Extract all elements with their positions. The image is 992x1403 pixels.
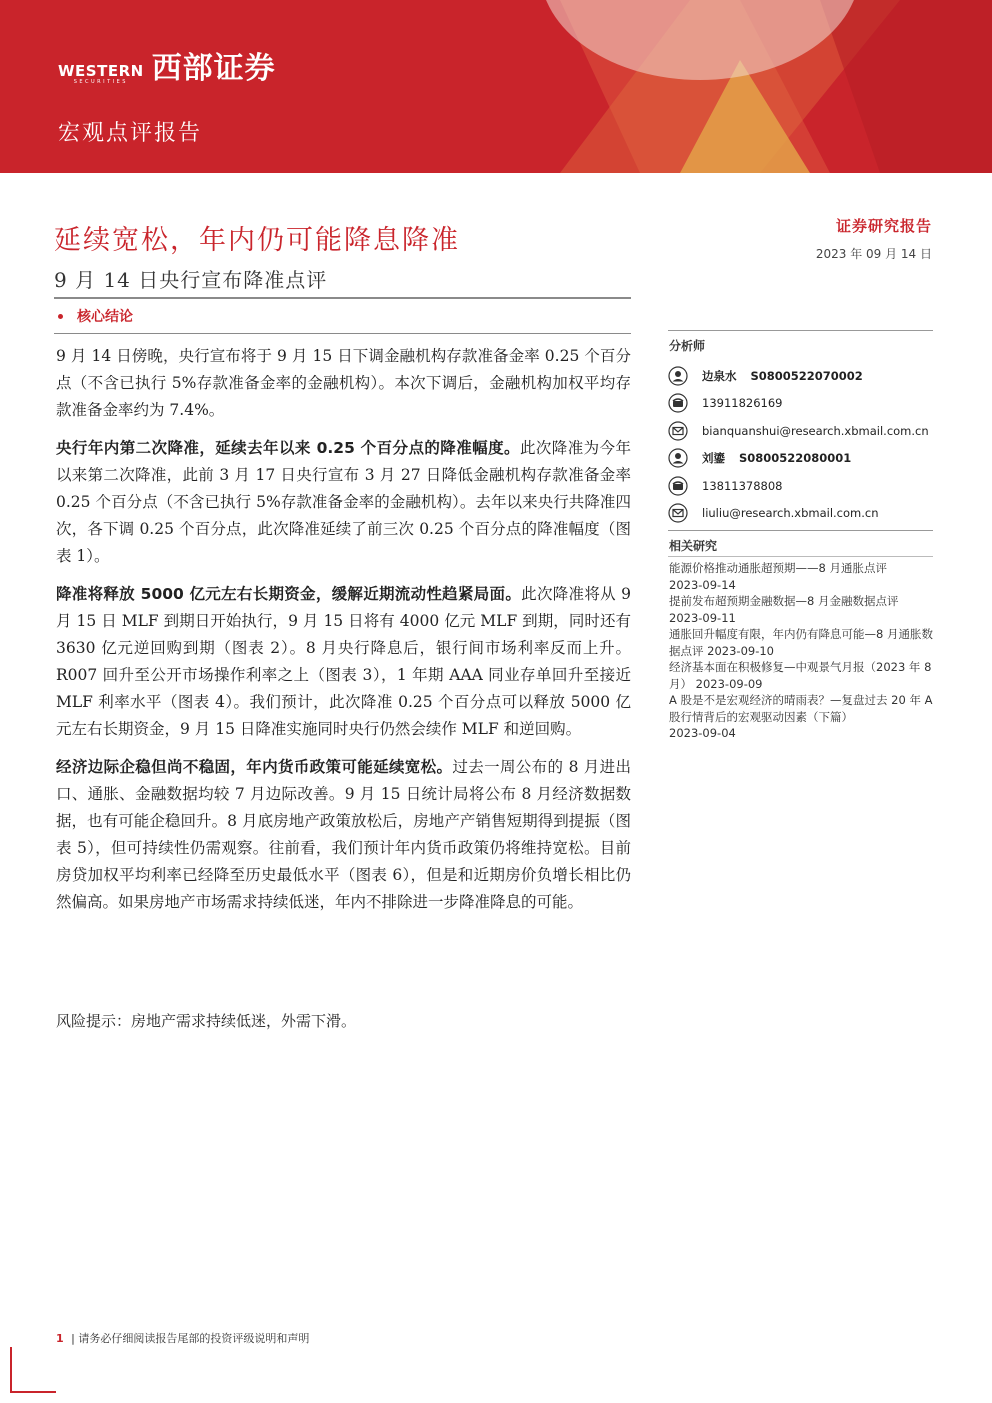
logo-chinese: 西部证券 [151,51,276,86]
corner-mark [10,1391,56,1393]
email-icon [668,503,688,523]
page-number: 1 [56,1332,64,1345]
related-date: 2023-09-11 [669,610,736,625]
logo-english-sub: SECURITIES [73,79,128,85]
analyst-name: 边泉水 [702,368,737,383]
report-category: 证券研究报告 [835,217,932,235]
related-title[interactable]: 能源价格推动通胀超预期——8 月通胀点评 [669,561,887,575]
phone-icon [668,476,688,496]
related-date: 2023-09-09 [695,676,763,691]
analyst-email[interactable]: liuliu@research.xbmail.com.cn [702,506,879,521]
paragraph-lead: 经济边际企稳但尚不稳固，年内货币政策可能延续宽松。 [56,758,453,776]
related-date: 2023-09-04 [669,726,736,740]
related-title[interactable]: 经济基本面在积极修复—中观景气月报（2023 年 8 月） [669,660,932,691]
report-type: 宏观点评报告 [58,121,203,146]
divider [54,333,631,334]
analyst-code: S0800522070002 [750,368,863,383]
company-logo [58,52,276,86]
related-title[interactable]: 通胀回升幅度有限，年内仍有降息可能—8 月通胀数据点评 [669,627,933,658]
analyst-heading: 分析师 [669,339,706,353]
paragraph [56,581,631,743]
analyst-name-row [668,445,938,473]
paragraph [56,754,631,916]
logo-english: WESTERN [58,62,144,80]
related-item[interactable] [669,593,934,626]
paragraph [56,435,631,570]
paragraph-lead: 降准将释放 5000 亿元左右长期资金，缓解近期流动性趋紧局面。 [56,585,522,603]
related-item[interactable] [669,626,934,659]
related-item[interactable] [669,692,934,742]
paragraph-text: 此次降准为今年以来第二次降准，此前 3 月 17 日央行宣布 3 月 27 日降低金融机构存款准备金率 0.25 个百分点（不含已执行 5%存款准备金率的金融机构）。去年以来央行共降准四次，各下调 0.25 个百分点，此次降准延续了前三次 0.25 个百分点的降准幅度（图表 1）。 [56,439,631,565]
corner-mark [10,1347,12,1393]
analyst-code: S0800522080001 [739,451,852,466]
paragraph-lead: 央行年内第二次降准，延续去年以来 0.25 个百分点的降准幅度。 [56,439,520,457]
paragraph-text: 9 月 14 日傍晚，央行宣布将于 9 月 15 日下调金融机构存款准备金率 0.25 个百分点（不含已执行 5%存款准备金率的金融机构）。本次下调后，金融机构加权平均存款准备金率约为 7.4%。 [56,347,631,419]
related-research-heading: 相关研究 [669,539,718,553]
person-icon [668,366,688,386]
header-banner [0,0,992,173]
analyst-phone-row [668,390,938,418]
risk-warning: 风险提示：房地产需求持续低迷，外需下滑。 [56,1012,357,1030]
main-content [56,343,631,927]
paragraph-text: 过去一周公布的 8 月进出口、通胀、金融数据均较 7 月边际改善。9 月 15 日统计局将公布 8 月经济数据数据，也有可能企稳回升。8 月底房地产政策放松后，房地产产销售短期得到提振（图表 5），但可持续性仍需观察。往前看，我们预计年内货币政策仍将维持宽松。目前房贷加权平均利率已经降至历史最低水平（图表 6），但是和近期房价负增长相比仍然偏高。如果房地产市场需求持续低迷，年内不排除进一步降准降息的可能。 [56,758,631,911]
analyst-email-row[interactable] [668,417,938,445]
core-conclusion-heading [54,306,133,326]
divider [668,530,933,531]
phone-icon [668,393,688,413]
divider [668,330,933,331]
related-research-list [669,560,934,742]
related-title[interactable]: 提前发布超预期金融数据—8 月金融数据点评 [669,594,899,608]
analyst-name: 刘鎏 [702,451,725,466]
bullet-icon [58,314,63,319]
paragraph [56,343,631,424]
report-subtitle: 9 月 14 日央行宣布降准点评 [54,268,328,292]
person-icon [668,448,688,468]
page-footer: 1 | 请务必仔细阅读报告尾部的投资评级说明和声明 [56,1332,310,1345]
analyst-list [668,362,938,527]
email-icon [668,421,688,441]
report-title: 延续宽松，年内仍可能降息降准 [54,225,460,256]
related-item[interactable] [669,659,934,692]
analyst-phone: 13911826169 [702,396,783,411]
related-date: 2023-09-14 [669,577,736,592]
banner-decoration [0,0,992,173]
analyst-email-row[interactable] [668,500,938,528]
analyst-email[interactable]: bianquanshui@research.xbmail.com.cn [702,423,929,438]
analyst-phone-row [668,472,938,500]
analyst-name-row [668,362,938,390]
related-title[interactable]: A 股是不是宏观经济的晴雨表？—复盘过去 20 年 A 股行情背后的宏观驱动因素（下篇） [669,693,933,724]
related-date: 2023-09-10 [707,643,774,658]
divider [668,556,933,557]
paragraph-text: 此次降准将从 9 月 15 日 MLF 到期日开始执行，9 月 15 日将有 4000 亿元 MLF 到期，同时还有 3630 亿元逆回购到期（图表 2）。8 月央行降息后，银行间市场利率反而上升。R007 回升至公开市场操作利率之上（图表 3），1 年期 AAA 同业存单回升至接近 MLF 利率水平（图表 4）。我们预计，此次降准 0.25 个百分点可以释放 5000 亿元左右长期资金，9 月 15 日降准实施同时央行仍然会续作 MLF 和逆回购。 [56,585,631,738]
analyst-phone: 13811378808 [702,478,783,493]
related-item[interactable] [669,560,934,593]
core-heading-text: 核心结论 [77,309,133,325]
footer-disclaimer: 请务必仔细阅读报告尾部的投资评级说明和声明 [78,1332,310,1345]
divider [54,297,631,299]
report-date: 2023 年 09 月 14 日 [815,247,932,261]
